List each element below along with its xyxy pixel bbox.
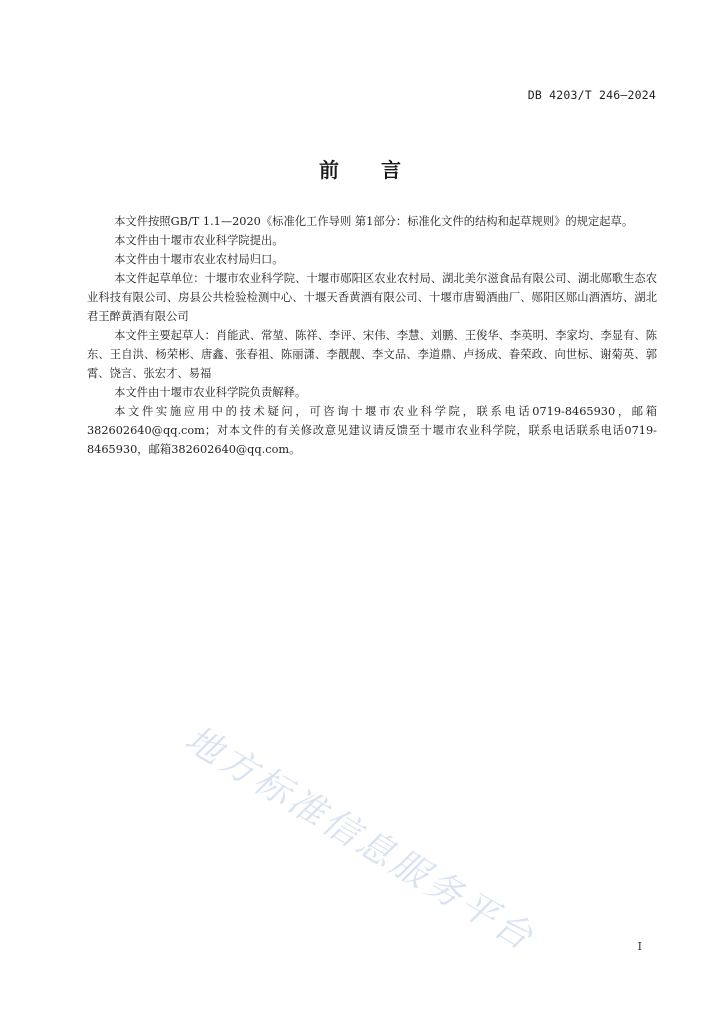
- paragraph-drafting-basis: 本文件按照GB/T 1.1—2020《标准化工作导则 第1部分：标准化文件的结构和起草规则》的规定起草。: [114, 215, 634, 228]
- paragraph-drafters: 本文件主要起草人：肖能武、常堃、陈祥、李评、宋伟、李慧、刘鹏、王俊华、李英明、李家均、李显有、陈东、王自洪、杨荣彬、唐鑫、张春祖、陈丽潇、李靓靓、李文品、李道鼎、卢扬成、眷荣政、向世标、谢菊英、郭霄、饶言、张宏才、易福: [87, 329, 657, 380]
- document-number: DB 4203/T 246—2024: [527, 88, 656, 102]
- paragraph-interpretation: 本文件由十堰市农业科学院负责解释。: [114, 386, 307, 399]
- paragraph-centralized-unit: 本文件由十堰市农业农村局归口。: [114, 253, 284, 266]
- paragraph-contact: 本文件实施应用中的技术疑问，可咨询十堰市农业科学院，联系电话0719-8465930，邮箱382602640@qq.com；对本文件的有关修改意见建议请反馈至十堰市农业科学院，联系电话联系电话0719-8465930，邮箱382602640@qq.com。: [87, 405, 657, 456]
- foreword-body: [87, 212, 657, 459]
- page-number: I: [637, 940, 642, 953]
- paragraph-proposer: 本文件由十堰市农业科学院提出。: [114, 234, 284, 247]
- section-title: 前言: [319, 158, 443, 182]
- paragraph-drafting-units: 本文件起草单位：十堰市农业科学院、十堰市郧阳区农业农村局、湖北美尔滋食品有限公司、湖北郧歌生态农业科技有限公司、房县公共检验检测中心、十堰天香黄酒有限公司、十堰市唐蜀酒曲厂、郧阳区郧山酒酒坊、湖北君王醉黄酒有限公司: [87, 272, 657, 323]
- watermark: 地方标准信息服务平台: [177, 718, 542, 960]
